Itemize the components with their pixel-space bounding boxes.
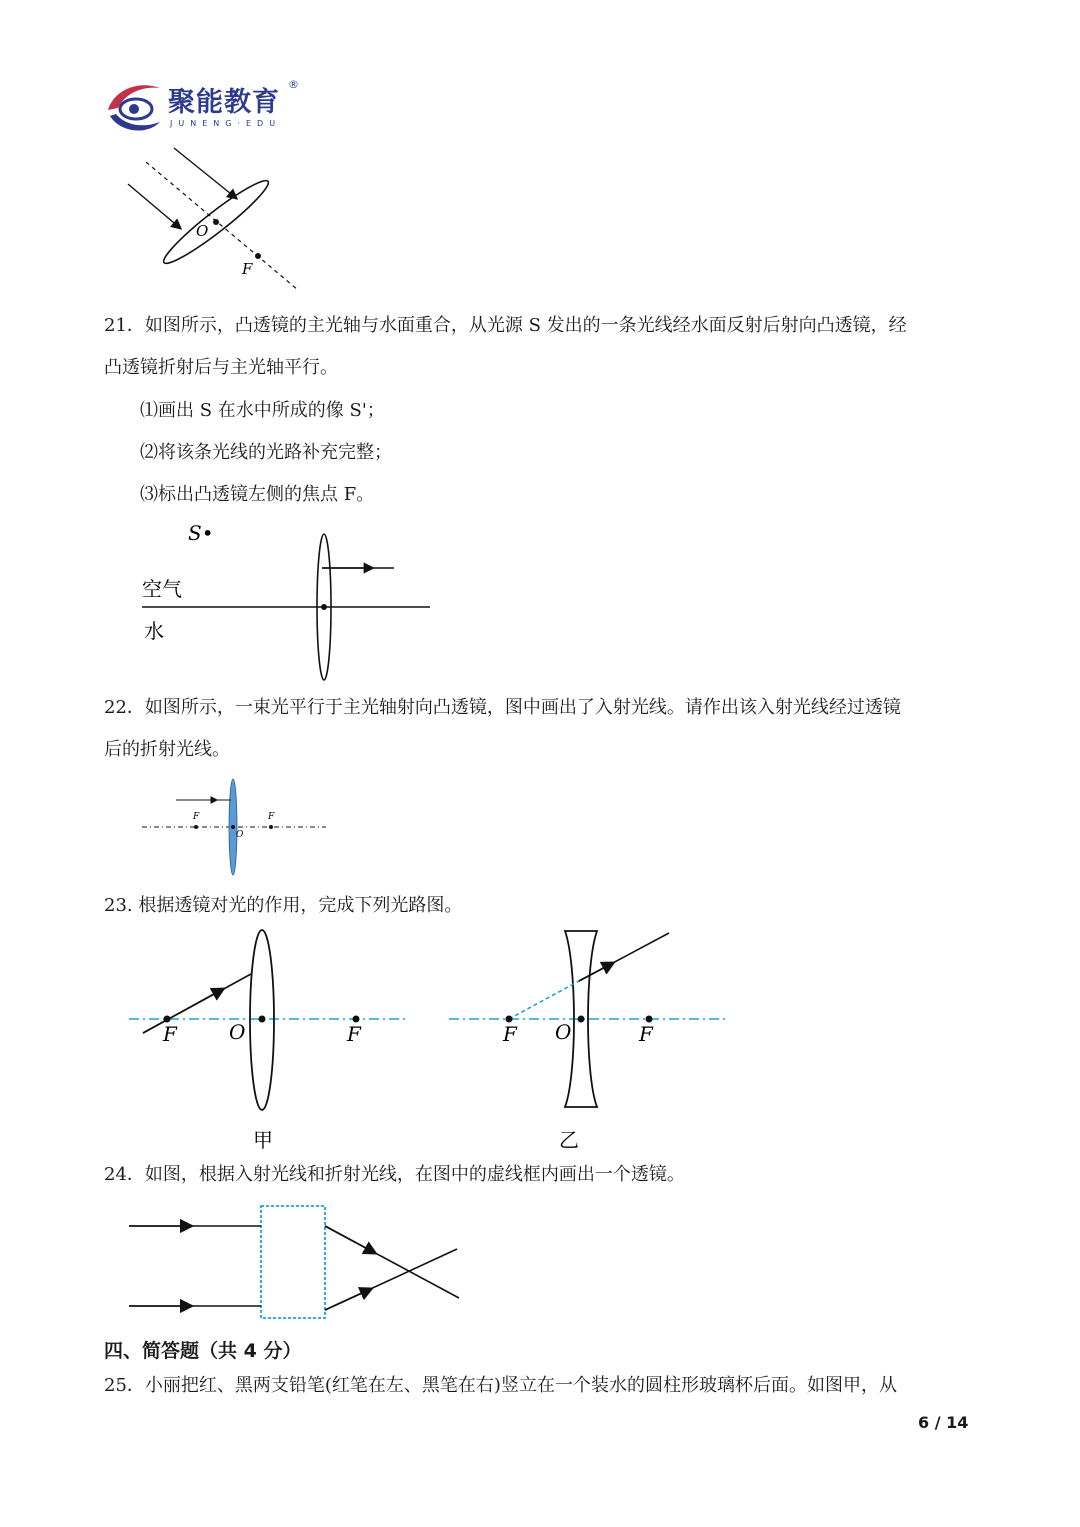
q21-sub-1: ⑴画出 S 在水中所成的像 S'； [140,400,385,421]
logo-emblem-icon [104,76,168,136]
label-s: S• [188,521,214,545]
logo-text: 聚能教育 [168,87,280,118]
label-f-right: F [347,1022,361,1046]
q24-line-1: 24．如图，根据入射光线和折射光线，在图中的虚线框内画出一个透镜。 [104,1164,685,1185]
q21-line-2: 凸透镜折射后与主光轴平行。 [104,357,338,378]
label-f-right: F [639,1022,653,1046]
focus-left-dot [194,825,198,829]
section-title: 四、简答题（共 4 分） [104,1340,302,1362]
q22-line-1: 22．如图所示，一束光平行于主光轴射向凸透镜，图中画出了入射光线。请作出该入射光线经过透镜 [104,697,901,718]
q20-figure [120,140,320,300]
label-o: O [229,1020,246,1044]
principal-axis [146,162,298,290]
extension-dashed-line [509,981,579,1019]
q21-sub-3: ⑶标出凸透镜左侧的焦点 F。 [140,484,375,505]
label-f-left: F [193,812,200,822]
q25-line-1: 25．小丽把红、黑两支铅笔(红笔在左、黑笔在右)竖立在一个装水的圆柱形玻璃杯后面。如图甲，从 [104,1375,897,1396]
q21-line-1: 21．如图所示，凸透镜的主光轴与水面重合，从光源 S 发出的一条光线经水面反射后射向凸透镜，经 [104,315,907,336]
refracted-ray-bottom-arrow [325,1289,371,1310]
refracted-ray-arrow [579,963,613,981]
incident-ray-arrow [143,989,223,1033]
optical-center-dot [231,825,235,829]
refracted-ray-top-arrow [325,1226,375,1253]
label-f: F [242,260,253,278]
q23-figure-b [445,925,735,1155]
optical-center-dot [321,604,327,610]
optical-center-dot [259,1016,266,1023]
page-number: 6 / 14 [918,1413,969,1432]
label-o: O [555,1020,572,1044]
label-o: O [196,222,209,240]
label-water: 水 [144,619,164,643]
dashed-lens-box [261,1206,325,1318]
q23-figure-a [125,925,415,1155]
label-air: 空气 [142,577,182,601]
logo-subtitle: JUNENG·EDU [170,119,282,128]
q21-sub-2: ⑵将该条光线的光路补充完整； [140,442,392,463]
logo-registered-mark: ® [288,78,299,91]
focus-dot [255,253,261,259]
optical-center-dot [213,219,219,225]
q22-line-2: 后的折射光线。 [104,739,230,760]
label-o: O [236,830,244,840]
label-f-left: F [163,1022,177,1046]
q22-figure [140,776,330,880]
q23-line-1: 23. 根据透镜对光的作用，完成下列光路图。 [104,895,463,916]
caption-yi: 乙 [559,1128,579,1152]
q21-figure [140,520,440,685]
incident-ray-2 [128,184,180,228]
caption-jia: 甲 [253,1128,273,1152]
label-f-right: F [268,812,275,822]
incident-ray-1 [174,148,236,198]
q24-figure [125,1200,470,1325]
optical-center-dot [578,1016,585,1023]
label-f-left: F [503,1022,517,1046]
focus-right-dot [269,825,273,829]
